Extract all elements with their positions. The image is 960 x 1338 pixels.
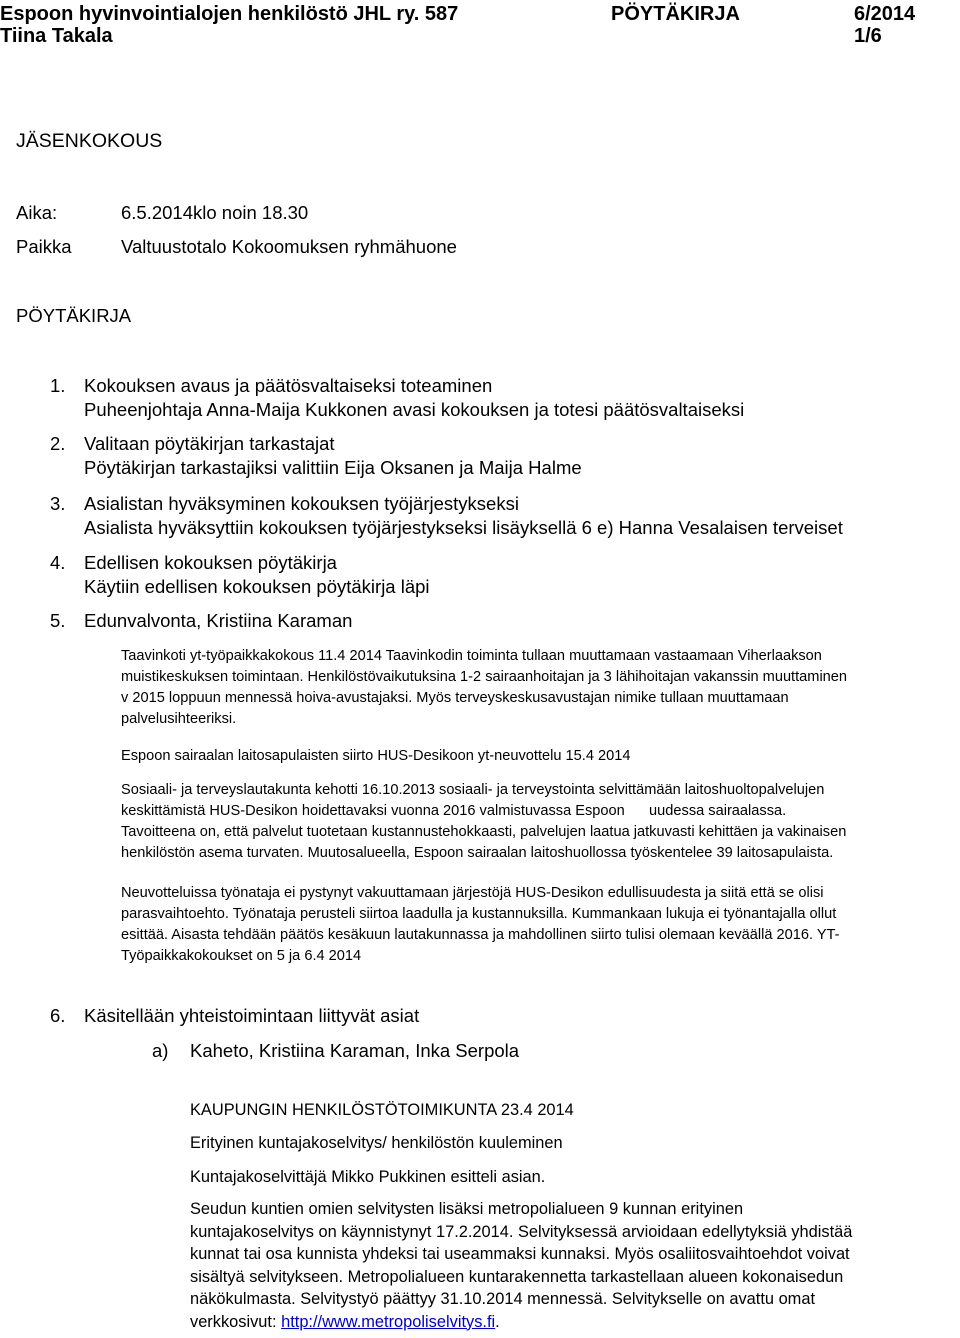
paragraph-line: Seudun kuntien omien selvitysten lisäksi metropolialueen 9 kunnan erityinen (190, 1200, 744, 1218)
item-title: Valitaan pöytäkirjan tarkastajat (84, 433, 335, 454)
subitem-title: Kaheto, Kristiina Karaman, Inka Serpola (190, 1040, 520, 1061)
doc-number: 6/2014 (854, 3, 916, 25)
place-value: Valtuustotalo Kokoomuksen ryhmähuone (121, 236, 457, 257)
link-prefix: verkkosivut: (190, 1312, 282, 1331)
time-label: Aika: (16, 202, 58, 223)
place-label: Paikka (16, 236, 72, 257)
paragraph-line: Työpaikkakokoukset on 5 ja 6.4 2014 (121, 948, 362, 964)
item-number: 4. (50, 552, 66, 573)
website-link[interactable]: http://www.metropoliselvitys.fi (281, 1312, 496, 1331)
paragraph-line: sisältyä selvitykseen. Metropolialueen kuntarakennetta tarkastellaan alueen kokonaisedun (190, 1267, 844, 1286)
item-number: 5. (50, 610, 66, 631)
paragraph-line: parasvaihtoehto. Työnataja perusteli siirtoa laadulla ja kustannuksilla. Kummankaan lukuja ei työnantajalla ollut (121, 906, 837, 922)
paragraph (121, 780, 960, 864)
item-body: Puheenjohtaja Anna-Maija Kukkonen avasi kokouksen ja totesi päätösvaltaiseksi (84, 399, 745, 420)
item-body: Käytiin edellisen kokouksen pöytäkirja läpi (84, 576, 430, 597)
paragraph (121, 883, 960, 967)
section-title: PÖYTÄKIRJA (16, 305, 132, 326)
item-body: Asialista hyväksyttiin kokouksen työjärjestykseksi lisäyksellä 6 e) Hanna Vesalaisen terveiset (84, 517, 843, 538)
topic-line: Erityinen kuntajakoselvitys/ henkilöstön kuuleminen (190, 1134, 563, 1152)
paragraph (121, 646, 960, 730)
paragraph-line: Neuvotteluissa työnataja ei pystynyt vakuuttamaan järjestöjä HUS-Desikon edullisuudesta ja siitä että se olisi (121, 885, 824, 901)
item-title: Edellisen kokouksen pöytäkirja (84, 552, 337, 573)
paragraph (190, 1198, 950, 1333)
item-number: 1. (50, 375, 66, 396)
item-number: 2. (50, 433, 66, 454)
paragraph-line: kunnat tai osa kunnista yhdeksi tai useammaksi kunnaksi. Myös osaliitosvaihtoehdot voivat (190, 1245, 850, 1263)
paragraph-line: palvelusihteeriksi. (121, 711, 237, 727)
paragraph-line: näkökulmasta. Selvitystyö päättyy 31.10.2014 mennessä. Selvitykselle on avattu omat (190, 1290, 816, 1308)
paragraph-line: henkilöstön asema turvaten. Muutosalueella, Espoon sairaalan laitoshuollossa työskentelee 39 laitosapulaista. (121, 845, 834, 861)
paragraph-line: esittää. Aisasta tehdään päätös kesäkuun lautakunnassa ja mahdollinen siirto tulisi olemaan keväällä 2016. YT- (121, 927, 840, 943)
link-suffix: . (495, 1312, 500, 1331)
paragraph (121, 746, 960, 767)
org-name: Espoon hyvinvointialojen henkilöstö JHL ry. 587 (0, 3, 459, 25)
subitem-label: a) (152, 1040, 169, 1061)
paragraph-line: kuntajakoselvitys on käynnistynyt 17.2.2014. Selvityksessä arvioidaan edellytyksiä yhdistää (190, 1222, 853, 1241)
committee-heading: KAUPUNGIN HENKILÖSTÖTOIMIKUNTA 23.4 2014 (190, 1101, 574, 1119)
time-value: 6.5.2014klo noin 18.30 (121, 202, 309, 223)
item-title: Asialistan hyväksyminen kokouksen työjärjestykseksi (84, 493, 519, 514)
meeting-title: JÄSENKOKOUS (16, 130, 163, 152)
item-body: Pöytäkirjan tarkastajiksi valittiin Eija Oksanen ja Maija Halme (84, 457, 582, 478)
paragraph-line: Sosiaali- ja terveyslautakunta kehotti 16.10.2013 sosiaali- ja terveystointa selvittämään laitoshuoltopalvelujen (121, 782, 825, 798)
presenter-line: Kuntajakoselvittäjä Mikko Pukkinen esitteli asian. (190, 1168, 546, 1186)
paragraph-line: Taavinkoti yt-työpaikkakokous 11.4 2014 Taavinkodin toiminta tullaan muuttamaan vastaamaan Viherlaakson (121, 648, 822, 664)
item-title: Kokouksen avaus ja päätösvaltaiseksi toteaminen (84, 375, 493, 396)
item-title: Käsitellään yhteistoimintaan liittyvät asiat (84, 1005, 420, 1026)
paragraph-line: Tavoitteena on, että palvelut tuotetaan kustannustehokkaasti, palvelujen laatua jatkuvasti kehittäen ja vakinaisen (121, 824, 847, 840)
doc-type: PÖYTÄKIRJA (611, 3, 740, 25)
page-number: 1/6 (854, 25, 882, 47)
paragraph-line: v 2015 loppuun mennessä hoiva-avustajaksi. Myös terveyskeskusavustajan nimike tullaan muuttamaan (121, 690, 789, 706)
item-number: 3. (50, 493, 66, 514)
item-title: Edunvalvonta, Kristiina Karaman (84, 610, 353, 631)
item-number: 6. (50, 1005, 66, 1026)
paragraph-line (190, 1311, 950, 1334)
author-name: Tiina Takala (0, 25, 113, 47)
paragraph-line: Espoon sairaalan laitosapulaisten siirto HUS-Desikoon yt-neuvottelu 15.4 2014 (121, 748, 631, 764)
paragraph-line: keskittämistä HUS-Desikon hoidettavaksi vuonna 2016 valmistuvassa Espoon uudessa sairaalassa. (121, 803, 787, 819)
paragraph-line: muistikeskuksen toimintaan. Henkilöstövaikutuksina 1-2 sairaanhoitajan ja 3 lähihoitajan vakanssin muuttaminen (121, 669, 848, 685)
